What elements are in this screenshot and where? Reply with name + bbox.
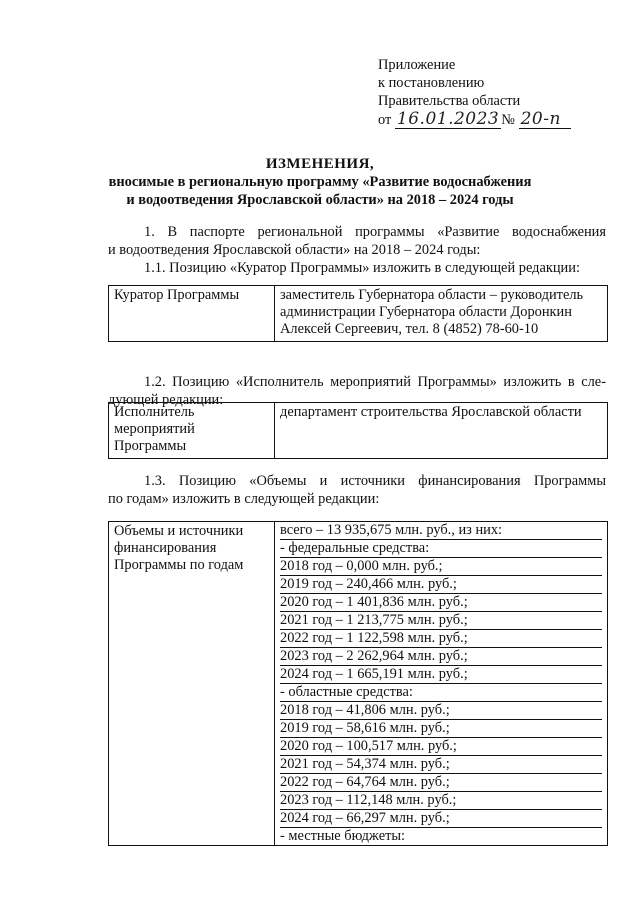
financing-label-line: финансирования (114, 540, 217, 556)
number-sign: № (501, 112, 515, 128)
appendix-date-line (378, 110, 571, 129)
paragraph-1 (108, 223, 606, 259)
curator-label: Куратор Программы (114, 287, 240, 303)
financing-line: 2018 год – 0,000 млн. руб.; (280, 558, 602, 576)
financing-line: 2018 год – 41,806 млн. руб.; (280, 702, 602, 720)
handwritten-date: 16.01.2023 (396, 109, 500, 129)
paragraph-line: 1.2. Позицию «Исполнитель мероприятий Программы» изложить в сле- (144, 374, 606, 390)
table-label-cell (109, 286, 275, 342)
financing-line: всего – 13 935,675 млн. руб., из них: (280, 522, 602, 540)
appendix-line: Правительства области (378, 93, 521, 109)
table-value-cell (275, 522, 608, 846)
paragraph-line: по годам» изложить в следующей редакции: (108, 491, 380, 507)
financing-line: 2021 год – 1 213,775 млн. руб.; (280, 612, 602, 630)
table-label-cell (109, 522, 275, 846)
curator-value-line: администрации Губернатора области Доронкин (280, 304, 572, 320)
table-value-cell (275, 286, 608, 342)
executor-table (108, 402, 608, 459)
financing-line: 2019 год – 240,466 млн. руб.; (280, 576, 602, 594)
financing-line: 2024 год – 1 665,191 млн. руб.; (280, 666, 602, 684)
financing-line: 2023 год – 2 262,964 млн. руб.; (280, 648, 602, 666)
title-main: ИЗМЕНЕНИЯ, (265, 156, 375, 172)
appendix-from-label: от (378, 112, 392, 128)
financing-line: 2022 год – 1 122,598 млн. руб.; (280, 630, 602, 648)
appendix-line: Приложение (378, 57, 456, 73)
executor-label-line: Исполнитель (114, 404, 195, 420)
financing-line: - областные средства: (280, 684, 602, 702)
curator-value-line: Алексей Сергеевич, тел. 8 (4852) 78-60-10 (280, 321, 539, 337)
title-subtitle-line: вносимые в региональную программу «Развитие водоснабжения (108, 174, 532, 190)
financing-line: 2022 год – 64,764 млн. руб.; (280, 774, 602, 792)
document-title (0, 155, 640, 209)
financing-table (108, 521, 608, 846)
financing-line: - местные бюджеты: (280, 828, 406, 844)
paragraph-line: 1. В паспорте региональной программы «Развитие водоснабжения (144, 224, 606, 240)
paragraph-1-3 (108, 472, 606, 508)
title-subtitle-line: и водоотведения Ярославской области» на 2018 – 2024 годы (126, 192, 514, 208)
paragraph-line: и водоотведения Ярославской области» на 2018 – 2024 годы: (108, 242, 481, 258)
financing-label-line: Программы по годам (114, 557, 244, 573)
financing-line: - федеральные средства: (280, 540, 602, 558)
executor-label-line: мероприятий (114, 421, 195, 437)
financing-line: 2021 год – 54,374 млн. руб.; (280, 756, 602, 774)
table-value-cell (275, 403, 608, 459)
executor-value: департамент строительства Ярославской области (280, 404, 582, 420)
curator-table (108, 285, 608, 342)
paragraph-line: 1.3. Позицию «Объемы и источники финансирования Программы (144, 473, 606, 489)
curator-value-line: заместитель Губернатора области – руководитель (280, 287, 584, 303)
financing-line: 2019 год – 58,616 млн. руб.; (280, 720, 602, 738)
table-row (109, 286, 608, 342)
financing-line: 2024 год – 66,297 млн. руб.; (280, 810, 602, 828)
paragraph-1-1 (108, 259, 606, 277)
appendix-line: к постановлению (378, 75, 485, 91)
table-row (109, 403, 608, 459)
paragraph-line: 1.1. Позицию «Куратор Программы» изложить в следующей редакции: (144, 260, 580, 276)
financing-label-line: Объемы и источники (114, 523, 244, 539)
executor-label-line: Программы (114, 438, 187, 454)
handwritten-number: 20-п (519, 110, 571, 129)
table-label-cell (109, 403, 275, 459)
table-row (109, 522, 608, 846)
financing-line: 2023 год – 112,148 млн. руб.; (280, 792, 602, 810)
paragraph-line: дующей редакции: (108, 392, 224, 408)
financing-line: 2020 год – 1 401,836 млн. руб.; (280, 594, 602, 612)
appendix-block (378, 56, 571, 129)
financing-line: 2020 год – 100,517 млн. руб.; (280, 738, 602, 756)
